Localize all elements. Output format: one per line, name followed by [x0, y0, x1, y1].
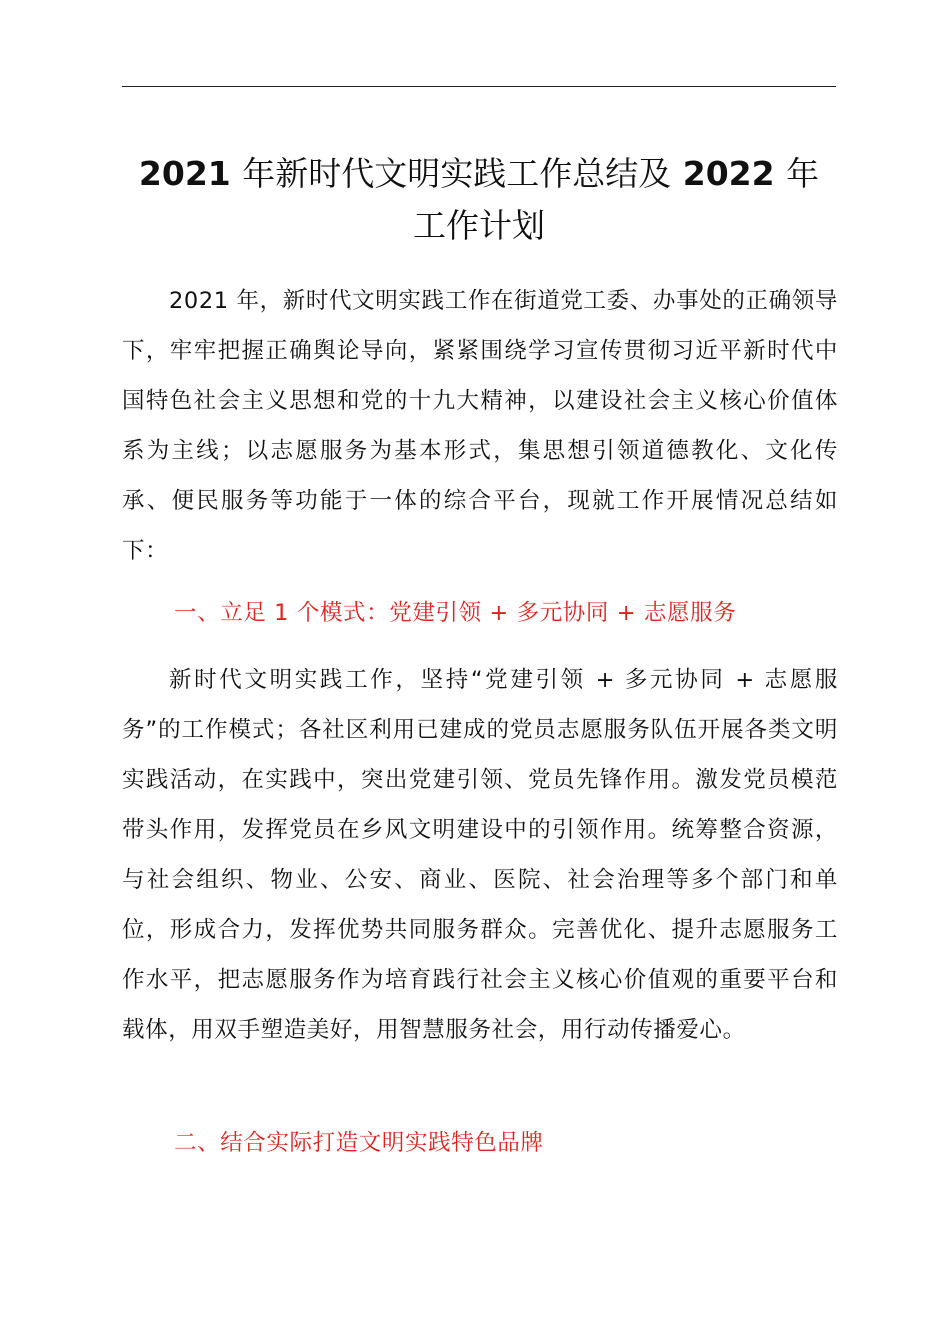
- section-2-heading: 二、结合实际打造文明实践特色品牌: [174, 1130, 544, 1156]
- title-middle-text: 年新时代文明实践工作总结及: [242, 154, 672, 193]
- title-line-2: 工作计划: [413, 206, 545, 245]
- header-rule: [122, 86, 836, 87]
- title-year-suffix: 年: [786, 154, 820, 193]
- title-year-2022: 2022: [682, 154, 775, 193]
- section-1-paragraph: 新时代文明实践工作，坚持“党建引领 + 多元协同 + 志愿服务”的工作模式；各社区利用已建成的党员志愿服务队伍开展各类文明实践活动，在实践中，突出党建引领、党员先锋作用。激发党员模范带头作用，发挥党员在乡风文明建设中的引领作用。统筹整合资源，与社会组织、物业、公安、商业、医院、社会治理等多个部门和单位，形成合力，发挥优势共同服务群众。完善优化、提升志愿服务工作水平，把志愿服务作为培育践行社会主义核心价值观的重要平台和载体，用双手塑造美好，用智慧服务社会，用行动传播爱心。: [122, 667, 838, 1043]
- document-title: [110, 148, 848, 252]
- intro-paragraph: 2021 年，新时代文明实践工作在街道党工委、办事处的正确领导下，牢牢把握正确舆论导向，紧紧围绕学习宣传贯彻习近平新时代中国特色社会主义思想和党的十九大精神，以建设社会主义核心价值体系为主线；以志愿服务为基本形式，集思想引领道德教化、文化传承、便民服务等功能于一体的综合平台，现就工作开展情况总结如下：: [122, 288, 838, 564]
- title-year-2021: 2021: [138, 154, 231, 193]
- section-1-heading: 一、立足 1 个模式：党建引领 + 多元协同 + 志愿服务: [174, 600, 737, 626]
- title-line-1: [139, 154, 819, 193]
